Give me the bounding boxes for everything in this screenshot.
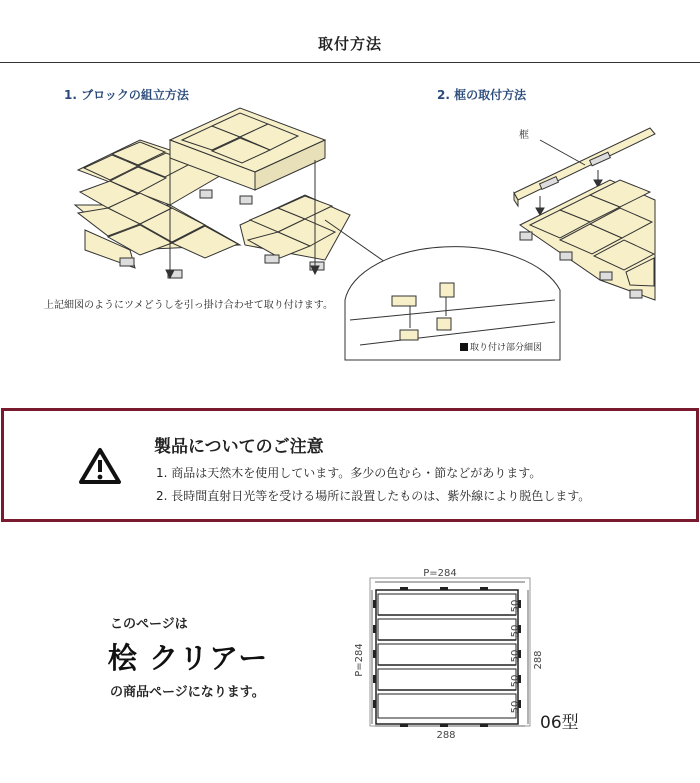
product-name: 桧 クリアー: [108, 641, 269, 675]
slat-dimension: 50: [510, 700, 521, 714]
slat-dimension: 50: [510, 624, 521, 638]
type-label: 06型: [540, 713, 579, 733]
bottom-dimension: 288: [436, 730, 456, 741]
slat-dimension: 50: [510, 649, 521, 663]
slat-dimension: 50: [510, 599, 521, 613]
product-outro: の商品ページになります。: [110, 685, 265, 700]
left-dimension: P=284: [354, 643, 365, 677]
step2-label: 2. 框の取付方法: [437, 88, 527, 102]
notice-title: 製品についてのご注意: [154, 437, 324, 457]
frame-label: 框: [519, 130, 529, 141]
notice-item: 1. 商品は天然木を使用しています。多少の色むら・節などがあります。: [156, 466, 542, 480]
product-intro: このページは: [110, 617, 188, 632]
step1-label: 1. ブロックの組立方法: [64, 88, 189, 102]
detail-caption-text: 取り付け部分細図: [470, 343, 543, 353]
notice-item: 2. 長時間直射日光等を受ける場所に設置したものは、紫外線により脱色します。: [156, 489, 591, 503]
slat-dimension: 50: [510, 674, 521, 688]
page-title: 取付方法: [317, 35, 382, 53]
right-dimension: 288: [533, 650, 544, 670]
assembly-note: 上記細図のようにツメどうしを引っ掛け合わせて取り付けます。: [44, 300, 333, 311]
top-dimension: P=284: [423, 568, 457, 579]
